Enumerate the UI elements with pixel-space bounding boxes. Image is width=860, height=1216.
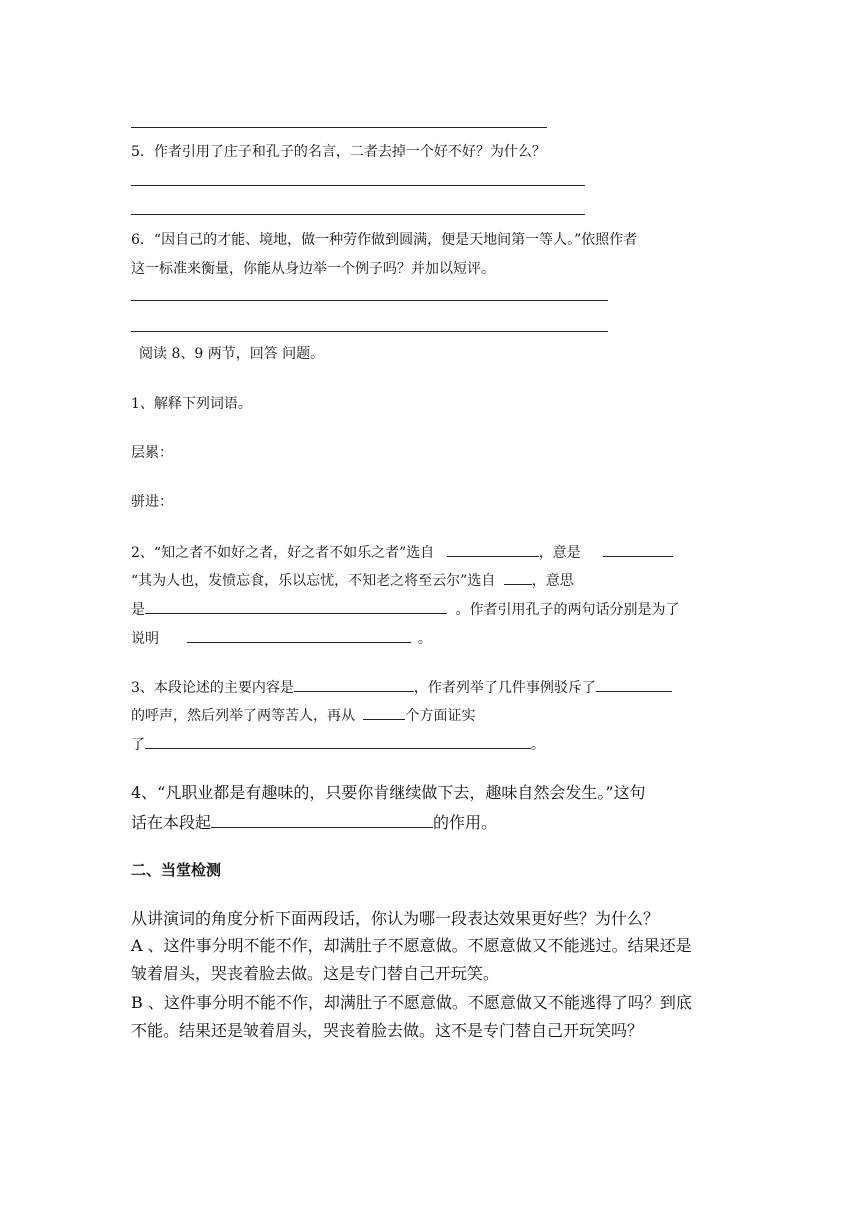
subquestion-1-title: 1、解释下列词语。 (131, 396, 252, 412)
text: 了 (131, 737, 145, 753)
text: 话在本段起 (131, 813, 212, 832)
question-6-line1: 6．“因自己的才能、境地，做一种劳作做到圆满，便是天地间第一等人。”依照作者 (131, 232, 638, 248)
subquestion-4-line2 (131, 811, 497, 835)
option-a-line2: 皱着眉头，哭丧着脸去做。这是专门替自己开玩笑。 (131, 964, 500, 983)
blank[interactable] (211, 811, 433, 828)
blank[interactable] (447, 542, 539, 557)
text: 个方面证实 (405, 708, 476, 724)
text: 是 (131, 602, 145, 618)
blank[interactable] (603, 542, 673, 557)
question-6-line2: 这一标准来衡量，你能从身边举一个例子吗？并加以短评。 (131, 261, 495, 277)
text: 说明 (131, 631, 159, 647)
blank[interactable] (145, 734, 531, 749)
text: 的呼声，然后列举了两等苦人，再从 (131, 708, 355, 724)
subquestion-4-line1: 4、“凡职业都是有趣味的，只要你肯继续做下去，趣味自然会发生。”这句 (131, 783, 646, 802)
blank[interactable] (294, 677, 414, 692)
blank[interactable] (504, 570, 532, 585)
answer-line (131, 127, 547, 128)
subquestion-2-line1 (131, 542, 673, 563)
text: ，意思 (531, 573, 574, 589)
blank[interactable] (363, 705, 405, 720)
section-2-heading: 二、当堂检测 (131, 861, 222, 879)
term-cenglei: 层累： (131, 445, 173, 461)
text: 。作者引用孔子的两句话分别是为了 (455, 602, 680, 618)
text: “其为人也，发愤忘食，乐以忘忧，不知老之将至云尔”选自 (131, 573, 496, 589)
blank[interactable] (596, 677, 672, 692)
answer-line (131, 185, 585, 186)
option-b-line1: B 、这件事分明不能不作，却满肚子不愿意做。不愿意做又不能逃得了吗？到底 (131, 993, 692, 1012)
answer-line (131, 214, 585, 215)
subquestion-2-line4 (131, 628, 432, 649)
text: 的作用。 (433, 813, 498, 832)
text: ，意是 (538, 545, 581, 561)
text: ，作者列举了几件事例驳斥了 (413, 680, 596, 696)
question-5: 5．作者引用了庄子和孔子的名言，二者去掉一个好不好？为什么？ (131, 144, 546, 160)
option-b-line2: 不能。结果还是皱着眉头，哭丧着脸去做。这不是专门替自己开玩笑吗？ (131, 1021, 644, 1040)
option-a-line1: A 、这件事分明不能不作，却满肚子不愿意做。不愿意做又不能逃过。结果还是 (131, 936, 692, 955)
subquestion-3-line2 (131, 705, 475, 726)
subquestion-2-line3 (131, 599, 679, 620)
reading-instruction: 阅读 8、9 两节，回答 问题。 (139, 346, 325, 362)
answer-line (131, 331, 608, 332)
answer-line (131, 300, 608, 301)
subquestion-3-line1 (131, 677, 672, 698)
subquestion-3-line3 (131, 734, 545, 755)
text: 3、本段论述的主要内容是 (131, 680, 294, 696)
task-prompt: 从讲演词的角度分析下面两段话，你认为哪一段表达效果更好些？为什么？ (131, 909, 660, 928)
text: 2、“知之者不如好之者，好之者不如乐之者”选自 (131, 545, 435, 561)
text: 。 (531, 737, 545, 753)
subquestion-2-line2 (131, 570, 574, 591)
blank[interactable] (187, 628, 411, 643)
blank[interactable] (145, 599, 447, 614)
text: 。 (417, 631, 432, 647)
term-pianjin: 骈进： (131, 494, 173, 510)
